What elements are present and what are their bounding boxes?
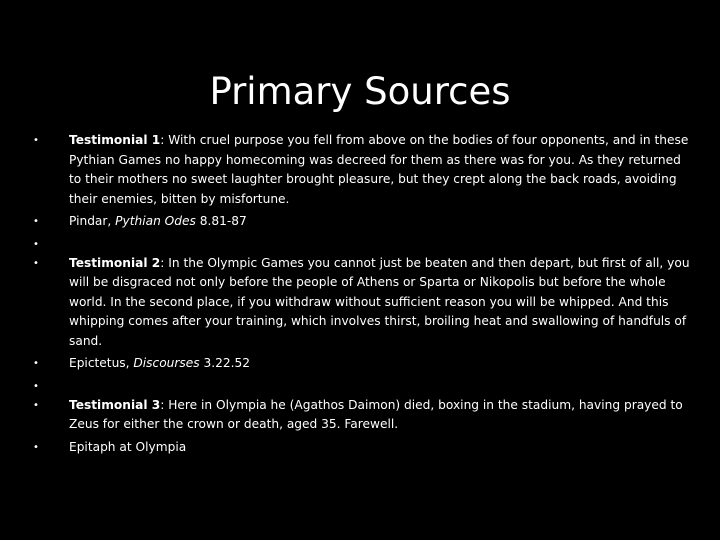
testimonial-3-label: Testimonial 3 (69, 397, 161, 412)
testimonial-2-quote: : In the Olympic Games you cannot just be beaten and then depart, but first of all, you will be disgraced not only before the people of Athens or Sparta or Nikopolis but before the whole world. In the second place, if you withdraw without sufficient reason you will be whipped. And this whipping comes after your training, which involves thirst, broiling heat and swallowing of handfuls of sand. (69, 255, 690, 348)
testimonial-1-source (33, 212, 694, 232)
bullet-icon: • (33, 238, 39, 250)
bullet-icon: • (33, 216, 39, 227)
testimonial-3-text (33, 396, 694, 435)
testimonial-1-work: Pythian Odes (115, 214, 196, 228)
blank-bullet (33, 377, 694, 394)
bullet-icon: • (33, 399, 39, 411)
testimonial-3-source-text: Epitaph at Olympia (69, 439, 187, 454)
bullet-icon: • (33, 441, 39, 453)
bullet-icon: • (33, 358, 39, 369)
bullet-list (33, 131, 694, 460)
testimonial-3-quote: : Here in Olympia he (Agathos Daimon) died, boxing in the stadium, having prayed to Zeus for either the crown or death, aged 35. Farewell. (69, 397, 683, 431)
testimonial-1-label: Testimonial 1 (69, 133, 161, 147)
bullet-icon: • (33, 135, 39, 146)
testimonial-2-ref: 3.22.52 (199, 356, 251, 370)
testimonial-1-ref: 8.81-87 (195, 214, 247, 228)
blank-bullet (33, 235, 694, 252)
bullet-icon: • (33, 380, 39, 392)
testimonial-2-text (33, 254, 694, 352)
slide-title: Primary Sources (209, 69, 511, 113)
testimonial-2-source (33, 354, 694, 374)
testimonial-1-author: Pindar, (69, 214, 116, 228)
testimonial-2-author: Epictetus, (69, 356, 134, 370)
testimonial-1-quote: : With cruel purpose you fell from above on the bodies of four opponents, and in these Pythian Games no happy homecoming was decreed for them as there was for you. As they returned to their mothers no sweet laughter brought pleasure, but they crept along the back roads, avoiding their enemies, bitten by misfortune. (69, 133, 689, 206)
testimonial-2-work: Discourses (133, 356, 200, 370)
testimonial-2-label: Testimonial 2 (69, 255, 161, 270)
bullet-icon: • (33, 257, 39, 269)
testimonial-1-text (33, 131, 694, 209)
testimonial-3-source (33, 438, 694, 458)
